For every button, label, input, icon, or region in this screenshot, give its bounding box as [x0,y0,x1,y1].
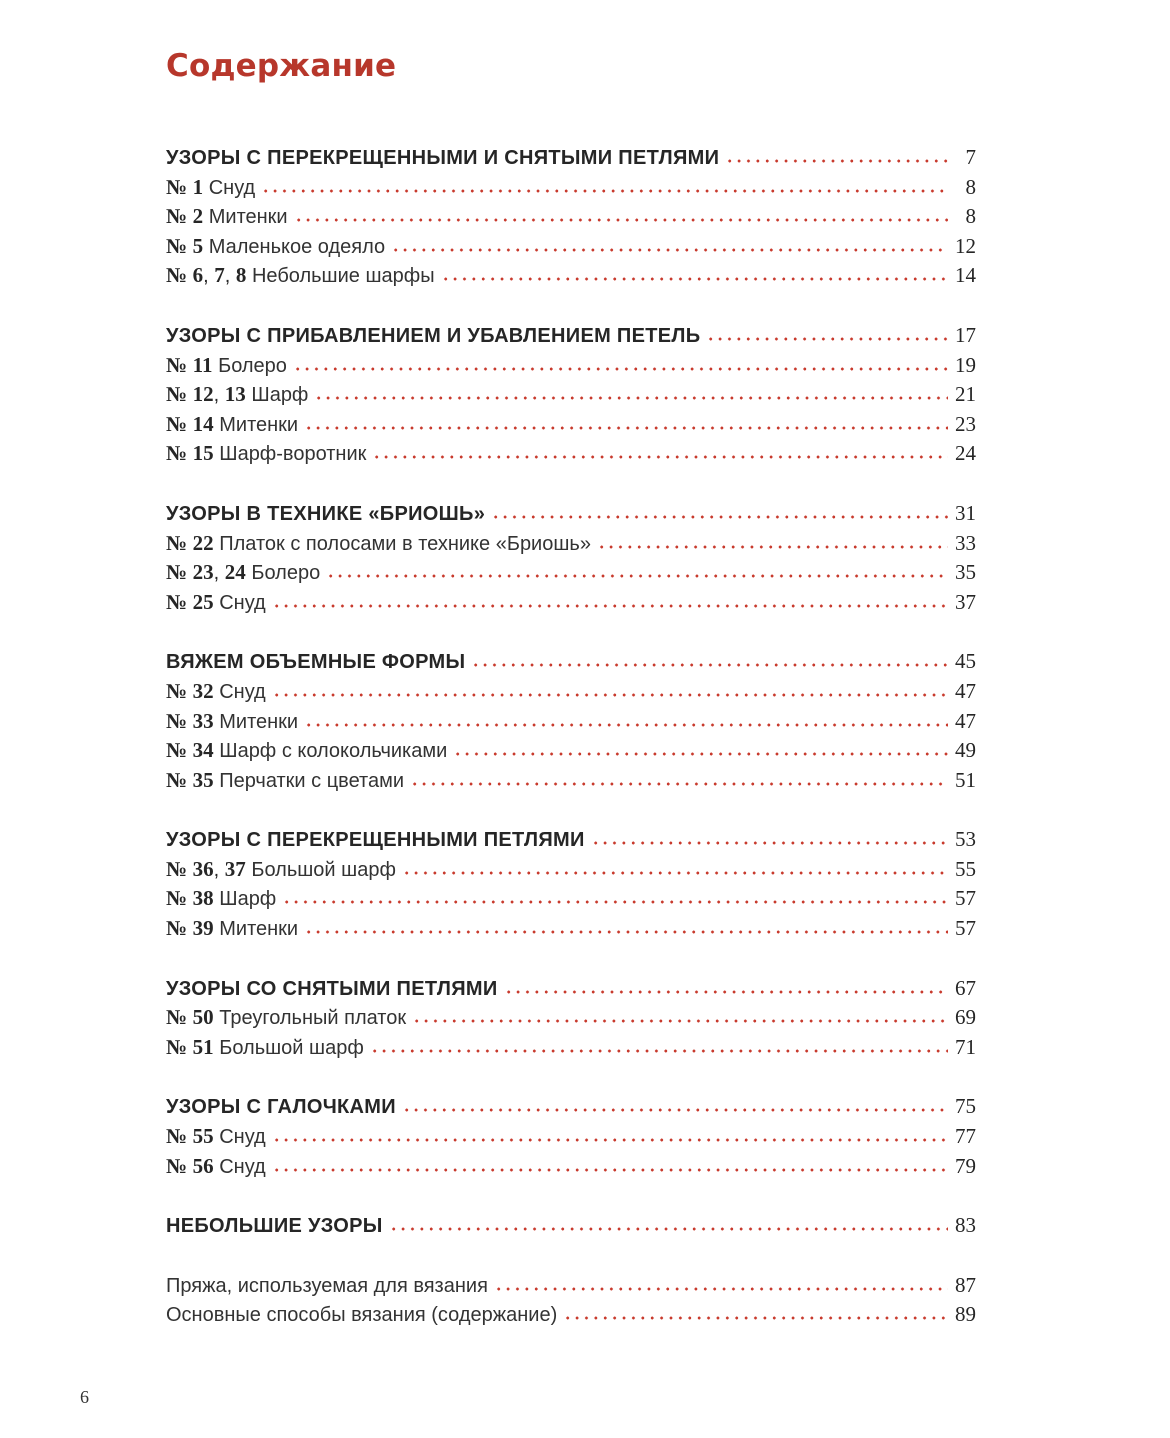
entry-title: Снуд [219,680,266,703]
toc-entry[interactable] [166,886,976,916]
toc-entry[interactable] [166,175,976,205]
toc-entry[interactable] [166,1124,976,1154]
dot-leader [304,723,948,727]
pattern-number: 50 [192,1005,214,1030]
section-heading-label: УЗОРЫ С ПЕРЕКРЕЩЕННЫМИ И СНЯТЫМИ ПЕТЛЯМИ [166,147,720,169]
section-heading[interactable] [166,145,976,175]
entry-title: Митенки [208,206,288,229]
dot-leader [725,159,948,163]
page-ref: 71 [955,1034,976,1059]
pattern-numbers [166,740,214,762]
page-ref: 57 [955,916,976,941]
pattern-number: 25 [192,589,214,614]
dot-leader [402,871,948,875]
toc-section [166,501,976,619]
pattern-number: 2 [192,204,204,229]
page-ref: 19 [955,352,976,377]
dot-leader [471,663,948,667]
page-ref: 23 [955,411,976,436]
pattern-number: 24 [224,560,246,585]
entry-title: Болеро [218,354,287,377]
toc-entry[interactable] [166,234,976,264]
toc-entry[interactable] [166,1035,976,1065]
toc-entry[interactable] [166,1273,976,1303]
pattern-numbers: № 6, 7, 8 [166,263,247,288]
entry-title: Снуд [219,591,266,614]
section-heading-label: УЗОРЫ С ГАЛОЧКАМИ [166,1096,396,1119]
toc-section [166,145,976,293]
entry-label [166,768,404,793]
page-ref: 45 [955,649,976,674]
toc-entry[interactable] [166,857,976,887]
page-ref: 69 [955,1005,976,1030]
entry-label [166,1005,406,1030]
page-ref: 47 [955,678,976,703]
dot-leader [412,1019,948,1023]
toc-entry[interactable] [166,1154,976,1184]
number-sign: № [166,174,188,199]
table-of-contents [166,145,976,1362]
number-sign: № [166,1153,188,1178]
section-heading-label: ВЯЖЕМ ОБЪЕМНЫЕ ФОРМЫ [166,651,466,674]
dot-leader [402,1108,948,1112]
number-sign: № [166,560,188,585]
pattern-number: 12 [192,382,214,407]
dot-leader [441,277,948,281]
dot-leader [272,693,948,697]
pattern-number: 51 [192,1034,214,1059]
number-sign: № [166,411,188,436]
dot-leader [591,841,948,845]
page-ref: 89 [955,1302,976,1327]
entry-title: Снуд [219,1155,266,1178]
pattern-numbers [166,411,214,436]
entry-title: Платок с полосами в технике «Бриошь» [219,532,591,555]
number-sign: № [166,530,188,555]
section-heading[interactable] [166,649,976,679]
dot-leader [372,455,948,459]
page-title: Содержание [166,48,397,84]
entry-title: Митенки [219,710,299,733]
page-number: 6 [80,1387,89,1407]
toc-entry[interactable] [166,441,976,471]
pattern-numbers [166,233,204,258]
entry-label [166,738,447,763]
toc-entry[interactable] [166,709,976,739]
pattern-numbers [166,206,203,228]
pattern-number: 6 [192,263,204,288]
toc-entry[interactable] [166,916,976,946]
section-heading[interactable] [166,827,976,857]
toc-entry[interactable] [166,353,976,383]
number-sign: № [166,263,188,288]
pattern-numbers [166,767,214,792]
number-sign: № [166,916,188,941]
dot-leader [261,189,948,193]
entry-label [166,590,266,615]
entry-title: Шарф-воротник [219,443,367,466]
dot-leader [453,752,948,756]
number-sign: № [166,856,188,881]
entry-label [166,1035,364,1060]
entry-title: Большой шарф [251,858,396,881]
entry-label [166,1275,488,1298]
toc-entry[interactable] [166,1302,976,1332]
toc-section [166,976,976,1065]
pattern-numbers [166,1034,214,1059]
toc-entry[interactable] [166,768,976,798]
dot-leader [410,782,948,786]
toc-entry[interactable] [166,531,976,561]
pattern-numbers [166,678,214,703]
page-ref: 77 [955,1124,976,1149]
entry-label [166,1154,266,1179]
pattern-number: 33 [192,708,214,733]
entry-title: Болеро [251,562,321,585]
pattern-numbers: № 36, 37 [166,856,246,881]
page-ref: 87 [955,1272,976,1297]
dot-leader [304,426,948,430]
pattern-numbers [166,888,214,910]
section-heading-label: УЗОРЫ С ПРИБАВЛЕНИЕМ И УБАВЛЕНИЕМ ПЕТЕЛЬ [166,324,701,347]
dot-leader [326,574,948,578]
section-heading-label: УЗОРЫ В ТЕХНИКЕ «БРИОШЬ» [166,502,486,525]
toc-section [166,827,976,945]
entry-label [166,1124,266,1149]
entry-title: Снуд [219,1126,266,1149]
number-sign: № [166,589,188,614]
pattern-number: 1 [192,174,204,199]
pattern-number: 32 [192,678,214,703]
page-ref: 67 [955,975,976,1000]
dot-leader [272,604,948,608]
entry-label [166,1304,557,1327]
appendix-entries [166,1273,976,1332]
entry-label [166,412,298,437]
dot-leader [563,1316,948,1320]
section-heading[interactable] [166,501,976,531]
dot-leader [504,990,948,994]
entry-title: Перчатки с цветами [219,769,405,792]
entry-title: Шарф [219,888,277,911]
entry-title: Треугольный платок [219,1007,407,1030]
pattern-number: 8 [235,263,247,288]
pattern-number: 55 [192,1124,214,1149]
toc-entry[interactable] [166,382,976,412]
page-ref: 14 [955,263,976,288]
dot-leader [491,515,948,519]
entry-label [166,175,255,200]
pattern-numbers [166,174,204,199]
pattern-number: 11 [192,352,213,377]
toc-entry[interactable] [166,560,976,590]
number-sign: № [166,204,188,229]
page-ref: 7 [965,145,976,169]
entry-title: Митенки [219,918,299,941]
pattern-number: 22 [192,530,214,555]
entry-title: Основные способы вязания (содержание) [166,1304,558,1327]
toc-entry[interactable] [166,412,976,442]
page-ref: 31 [955,500,976,525]
page-ref: 83 [955,1213,976,1238]
pattern-numbers [166,1007,214,1029]
entry-label [166,441,366,466]
dot-leader [272,1138,948,1142]
pattern-number: 23 [192,560,214,585]
entry-title: Митенки [219,413,299,436]
toc-section [166,1094,976,1183]
pattern-number: 7 [214,263,225,288]
entry-label [166,531,591,556]
dot-leader [293,367,948,371]
number-sign: № [166,233,188,258]
pattern-numbers [166,589,214,614]
dot-leader [314,396,948,400]
pattern-number: 15 [192,441,214,466]
entry-label [166,353,287,378]
number-sign: № [166,678,188,703]
page-ref: 57 [955,886,976,911]
pattern-numbers [166,918,214,940]
toc-entry[interactable] [166,679,976,709]
pattern-numbers [166,530,214,555]
entry-label [166,560,320,585]
number-sign: № [166,738,188,763]
page-ref: 79 [955,1153,976,1178]
dot-leader [304,930,948,934]
number-sign: № [166,1124,188,1149]
entry-label [166,263,435,288]
page-ref: 47 [955,708,976,733]
page-ref: 21 [955,382,976,407]
toc-section [166,323,976,471]
page-ref: 51 [955,767,976,792]
pattern-number: 39 [192,916,214,941]
page-ref: 12 [955,233,976,258]
entry-title: Маленькое одеяло [208,235,386,258]
pattern-number: 5 [192,233,204,258]
dot-leader [597,545,948,549]
entry-label [166,679,266,704]
section-heading-label: УЗОРЫ С ПЕРЕКРЕЩЕННЫМИ ПЕТЛЯМИ [166,829,585,852]
number-sign: № [166,1034,188,1059]
number-sign: № [166,708,188,733]
page-ref: 55 [955,856,976,881]
pattern-numbers [166,352,213,377]
pattern-number: 35 [192,767,214,792]
section-heading-label: УЗОРЫ СО СНЯТЫМИ ПЕТЛЯМИ [166,977,498,1000]
page-ref: 33 [955,530,976,555]
pattern-number: 38 [192,886,214,911]
entry-label [166,382,308,407]
entry-label [166,886,276,911]
page-ref: 8 [965,204,976,229]
toc-entry[interactable] [166,738,976,768]
entry-title: Шарф [251,384,309,407]
entry-label [166,204,288,229]
number-sign: № [166,1005,188,1030]
dot-leader [391,248,948,252]
dot-leader [294,218,948,222]
page-ref: 17 [955,322,976,347]
dot-leader [706,337,948,341]
pattern-numbers [166,708,214,733]
entry-label [166,709,298,734]
pattern-numbers [166,1153,214,1178]
entry-title: Большой шарф [219,1036,364,1059]
pattern-number: 14 [192,411,214,436]
entry-title: Шарф с колокольчиками [219,740,448,763]
toc-section [166,1213,976,1243]
dot-leader [272,1168,948,1172]
entry-label [166,234,385,259]
section-heading-label: НЕБОЛЬШИЕ УЗОРЫ [166,1215,383,1238]
number-sign: № [166,382,188,407]
entry-label [166,857,396,882]
toc-entry[interactable] [166,263,976,293]
pattern-number: 56 [192,1153,214,1178]
section-heading[interactable] [166,1094,976,1124]
toc-entry[interactable] [166,204,976,234]
number-sign: № [166,352,188,377]
page-ref: 49 [955,738,976,763]
entry-title: Небольшие шарфы [251,265,435,288]
pattern-number: 34 [192,738,214,763]
pattern-numbers: № 12, 13 [166,382,246,407]
page-ref: 8 [965,174,976,199]
number-sign: № [166,767,188,792]
page-ref: 75 [955,1094,976,1119]
dot-leader [282,900,948,904]
toc-entry[interactable] [166,590,976,620]
section-heading[interactable] [166,1213,976,1243]
entry-label [166,916,298,941]
entry-title: Снуд [208,176,256,199]
section-heading[interactable] [166,976,976,1006]
pattern-number: 37 [224,856,246,881]
page-ref: 53 [955,827,976,852]
toc-section [166,649,976,797]
pattern-number: 13 [224,382,246,407]
number-sign: № [166,886,188,911]
dot-leader [370,1049,948,1053]
page-ref: 35 [955,560,976,585]
section-heading[interactable] [166,323,976,353]
toc-entry[interactable] [166,1005,976,1035]
pattern-numbers [166,443,214,465]
dot-leader [494,1287,948,1291]
page-ref: 24 [955,441,976,466]
number-sign: № [166,441,188,466]
pattern-numbers: № 23, 24 [166,560,246,585]
page-ref: 37 [955,589,976,614]
entry-title: Пряжа, используемая для вязания [166,1274,488,1297]
pattern-numbers [166,1126,214,1148]
pattern-number: 36 [192,856,214,881]
dot-leader [389,1227,948,1231]
